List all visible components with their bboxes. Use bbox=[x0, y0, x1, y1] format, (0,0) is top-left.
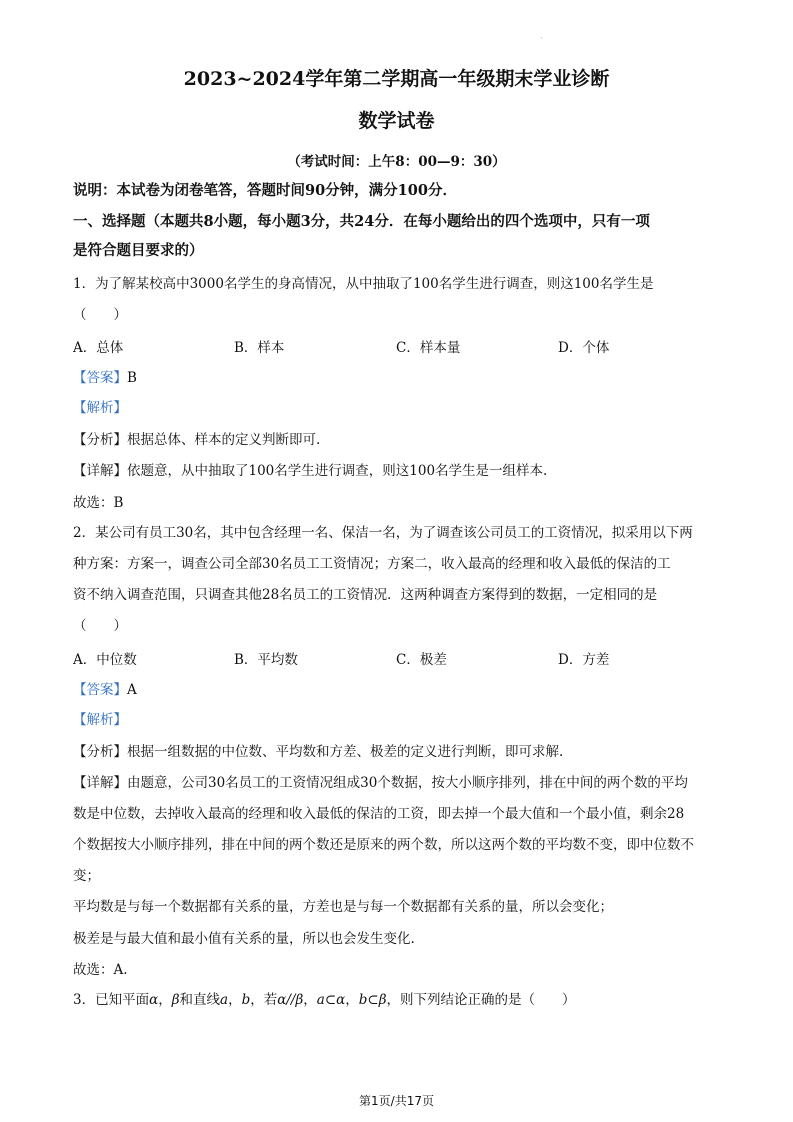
corner-mark: · bbox=[540, 34, 543, 43]
exam-subtitle: 数学试卷 bbox=[358, 110, 435, 132]
q2-stem-line4: （ ） bbox=[73, 618, 127, 634]
q3-text-4: ，则下列结论正确的是（ ） bbox=[386, 992, 576, 1008]
q2-stem-line3: 资不纳入调查范围，只调查其他28名员工的工资情况．这两种调查方案得到的数据，一定相同的是 bbox=[73, 587, 658, 603]
q1-analysis-tag: 【解析】 bbox=[73, 400, 127, 416]
q3-line-a: a bbox=[220, 992, 229, 1008]
instructions: 说明：本试卷为闭卷笔答，答题时间90分钟，满分100分． bbox=[73, 182, 457, 199]
q2-option-d: D．方差 bbox=[558, 652, 610, 668]
q2-xiangjie-line1 bbox=[73, 773, 688, 793]
exam-title: 2023~2024学年第二学期高一年级期末学业诊断 bbox=[183, 68, 610, 90]
q3-text-1: 3．已知平面 bbox=[73, 992, 150, 1008]
q3-condition-2: a⊂α bbox=[316, 992, 346, 1008]
q3-text-2: 和直线 bbox=[179, 992, 221, 1008]
q1-option-b: B．样本 bbox=[234, 340, 285, 356]
q2-option-a: A．中位数 bbox=[73, 652, 137, 668]
q1-fenxi bbox=[73, 430, 320, 450]
q3-sep-1: ， bbox=[158, 992, 172, 1008]
fenxi-tag: 【分析】 bbox=[73, 432, 127, 448]
q2-analysis-tag: 【解析】 bbox=[73, 712, 127, 728]
q1-option-c: C．样本量 bbox=[396, 340, 461, 356]
q3-text-3: ，若 bbox=[250, 992, 278, 1008]
q3-condition-3: b⊂β bbox=[358, 992, 387, 1008]
q2-answer-value: A bbox=[127, 682, 137, 698]
q3-beta: β bbox=[171, 992, 180, 1008]
answer-tag: 【答案】 bbox=[73, 682, 127, 698]
exam-time: （考试时间：上午8：00—9：30） bbox=[287, 154, 506, 170]
q3-sep-4: ， bbox=[345, 992, 359, 1008]
q3-line-b: b bbox=[241, 992, 251, 1008]
page-footer: 第1页/共17页 bbox=[359, 1094, 434, 1108]
q2-option-c: C．极差 bbox=[396, 652, 447, 668]
section-heading-line2: 是符合题目要求的） bbox=[73, 242, 204, 259]
q3-condition-1: α//β bbox=[277, 992, 304, 1008]
q2-fenxi bbox=[73, 742, 563, 762]
q1-option-a: A．总体 bbox=[73, 340, 124, 356]
q1-choice: 故选：B bbox=[73, 495, 124, 511]
q2-line5: 平均数是与每一个数据都有关系的量，方差也是与每一个数据都有关系的量，所以会变化； bbox=[73, 899, 613, 915]
q3-stem bbox=[73, 990, 576, 1010]
q1-answer bbox=[73, 368, 137, 388]
q1-stem-line1: 1．为了解某校高中3000名学生的身高情况，从中抽取了100名学生进行调查，则这100名学生是 bbox=[73, 276, 654, 292]
q1-option-d: D．个体 bbox=[558, 340, 610, 356]
q2-line6: 极差是与最大值和最小值有关系的量，所以也会发生变化. bbox=[73, 931, 415, 947]
q1-fenxi-text: 根据总体、样本的定义判断即可. bbox=[127, 432, 321, 448]
q2-answer bbox=[73, 680, 137, 700]
q1-xiangjie bbox=[73, 461, 547, 481]
q1-xiangjie-text: 依题意，从中抽取了100名学生进行调查，则这100名学生是一组样本. bbox=[127, 463, 548, 479]
section-heading-line1: 一、选择题（本题共8小题，每小题3分，共24分．在每小题给出的四个选项中，只有一项 bbox=[73, 213, 650, 230]
q1-answer-value: B bbox=[127, 370, 137, 386]
xiangjie-tag: 【详解】 bbox=[73, 463, 127, 479]
q3-alpha: α bbox=[149, 992, 159, 1008]
q2-xiangjie-line2: 数是中位数，去掉收入最高的经理和收入最低的保洁的工资，即去掉一个最大值和一个最小值，剩余28 bbox=[73, 806, 685, 822]
q2-xiangjie-line4: 变； bbox=[73, 868, 100, 884]
q3-sep-3: ， bbox=[303, 992, 317, 1008]
fenxi-tag: 【分析】 bbox=[73, 744, 127, 760]
q2-xiangjie-text1: 由题意，公司30名员工的工资情况组成30个数据，按大小顺序排列，排在中间的两个数的平均 bbox=[127, 775, 688, 791]
q3-sep-2: ， bbox=[228, 992, 242, 1008]
q2-fenxi-text: 根据一组数据的中位数、平均数和方差、极差的定义进行判断，即可求解. bbox=[127, 744, 564, 760]
q2-option-b: B．平均数 bbox=[234, 652, 298, 668]
answer-tag: 【答案】 bbox=[73, 370, 127, 386]
q1-stem-line2: （ ） bbox=[73, 307, 127, 323]
q2-choice: 故选：A. bbox=[73, 962, 128, 978]
xiangjie-tag: 【详解】 bbox=[73, 775, 127, 791]
q2-stem-line1: 2．某公司有员工30名，其中包含经理一名、保洁一名，为了调查该公司员工的工资情况，拟采用以下两 bbox=[73, 525, 693, 541]
q2-stem-line2: 种方案：方案一，调查公司全部30名员工工资情况；方案二，收入最高的经理和收入最低的保洁的工 bbox=[73, 556, 671, 572]
q2-xiangjie-line3: 个数据按大小顺序排列，排在中间的两个数还是原来的两个数，所以这两个数的平均数不变，即中位数不 bbox=[73, 837, 694, 853]
